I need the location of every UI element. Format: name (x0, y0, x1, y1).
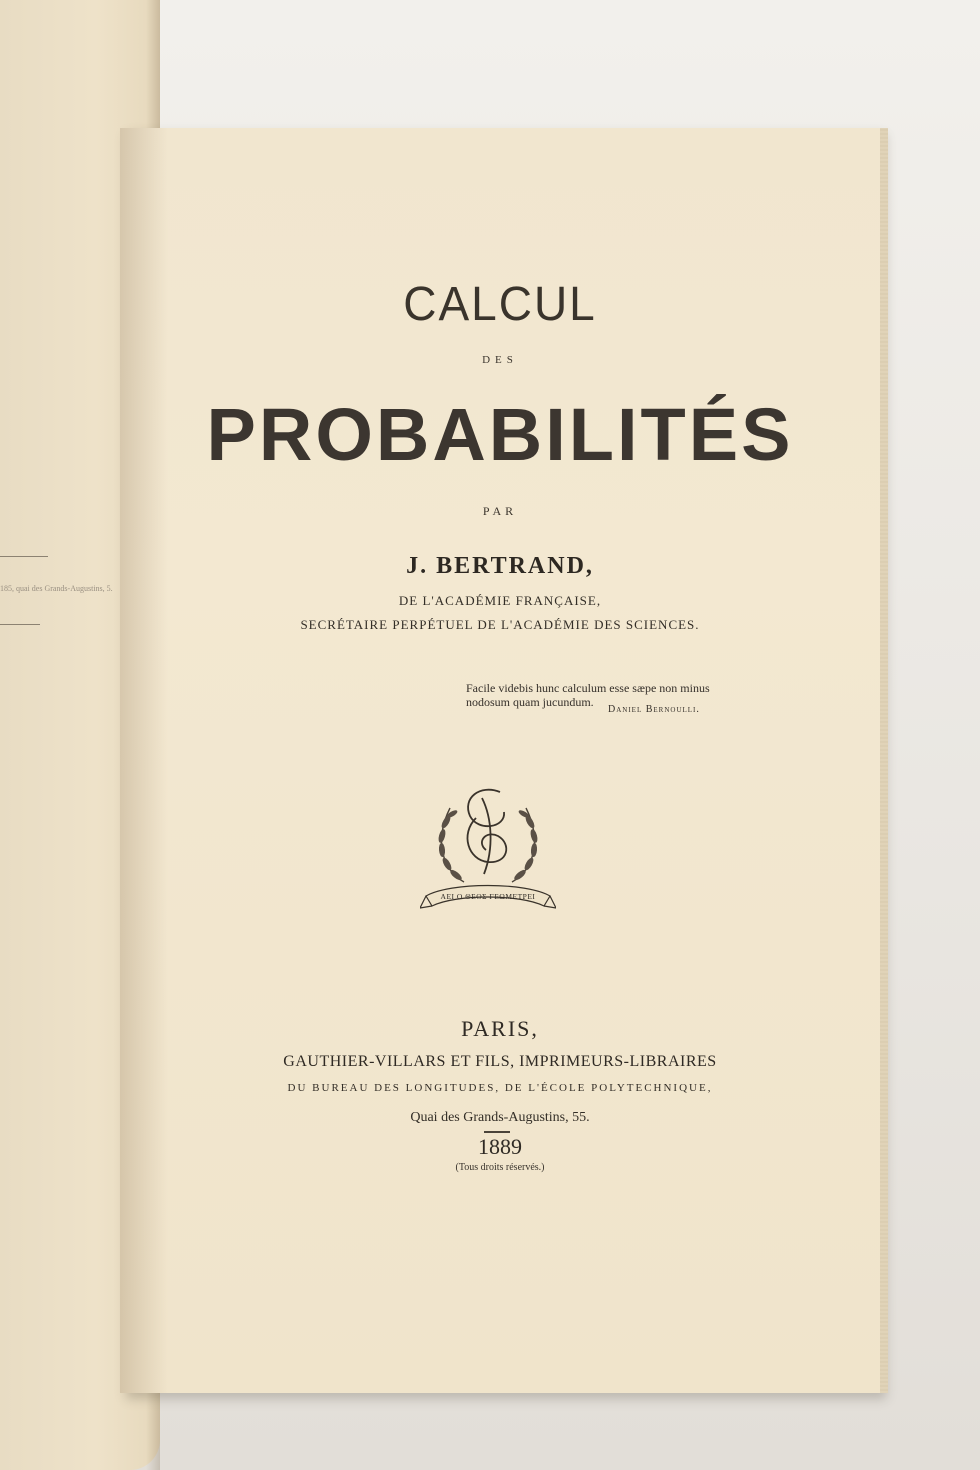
epigraph-source: Daniel Bernoulli. (608, 704, 700, 715)
author-name: J. BERTRAND, (406, 553, 594, 579)
page-edge (880, 128, 888, 1393)
title-page (120, 128, 880, 1393)
publication-year: 1889 (478, 1134, 522, 1159)
emblem-motto: ΑΕΙ Ο ΘΕΟΣ ΓΕΩΜΕΤΡΕΙ (440, 892, 536, 901)
epigraph-line-2: nodosum quam jucundum. (466, 695, 594, 709)
publication-city: PARIS, (461, 1016, 539, 1041)
title-connector: DES (482, 354, 518, 366)
publisher-name: GAUTHIER-VILLARS ET FILS, IMPRIMEURS-LIBRAIRES (283, 1053, 717, 1070)
title-line-calcul: CALCUL (403, 275, 597, 331)
author-affiliation-1: DE L'ACADÉMIE FRANÇAISE, (398, 593, 602, 608)
epigraph (466, 681, 766, 715)
left-page-bleed-text: 185, quai des Grands-Augustins, 5. (0, 584, 113, 593)
author-affiliation-2: SECRÉTAIRE PERPÉTUEL DE L'ACADÉMIE DES SCIENCES. (300, 617, 700, 632)
gauthier-villars-monogram-wreath-icon (420, 778, 556, 920)
epigraph-line-1: Facile videbis hunc calculum esse sæpe non minus (466, 681, 710, 695)
separator-dash (484, 1131, 510, 1133)
publisher-address: Quai des Grands-Augustins, 55. (410, 1110, 590, 1125)
left-page-rule-top (0, 556, 48, 557)
by-label: PAR (482, 504, 518, 518)
publisher-emblem (420, 778, 556, 920)
left-page-rule-bottom (0, 624, 40, 625)
rights-notice: (Tous droits réservés.) (455, 1162, 545, 1173)
title-line-probabilites: PROBABILITÉS (206, 393, 794, 476)
publisher-affiliation: DU BUREAU DES LONGITUDES, DE L'ÉCOLE POLYTECHNIQUE, (287, 1082, 713, 1094)
